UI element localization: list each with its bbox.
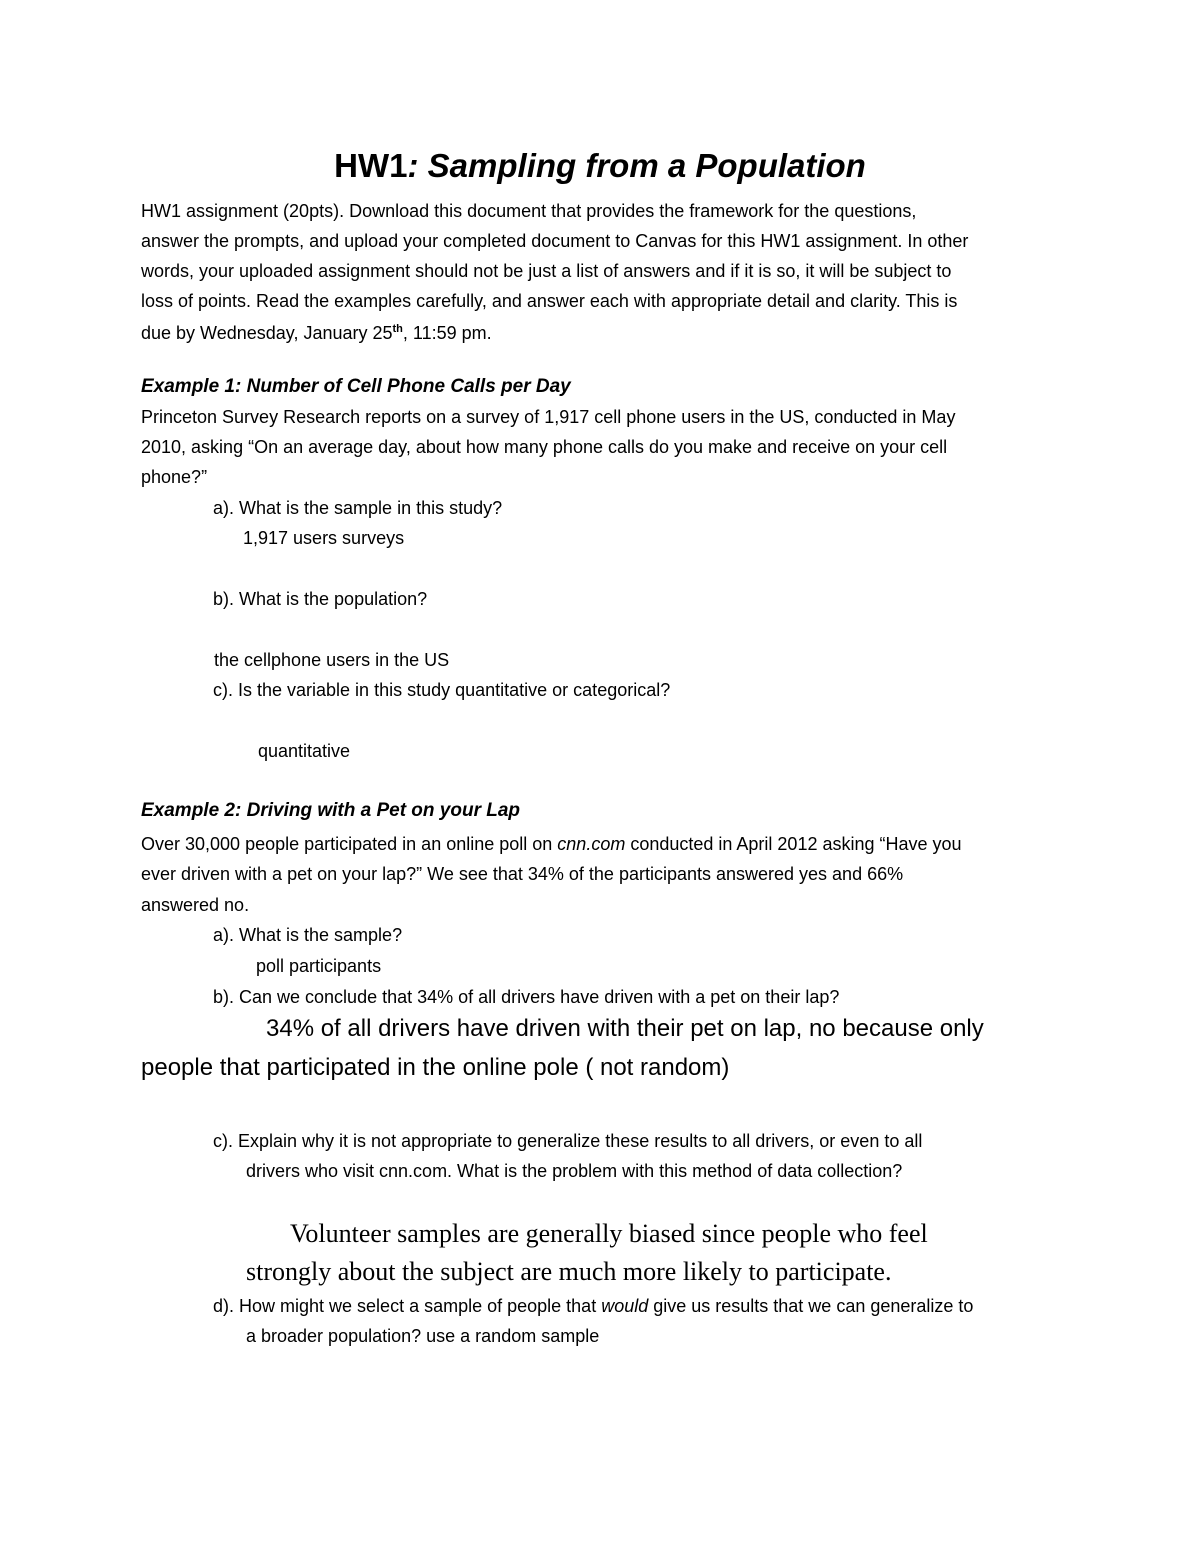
example-2-answer-b-line-1: 34% of all drivers have driven with their pet on lap, no because only [266,1015,984,1042]
example-2-question-d-line-1 [213,1291,973,1321]
intro-line-1: HW1 assignment (20pts). Download this document that provides the framework for the questions, [141,201,917,221]
due-time-text: , 11:59 pm. [402,323,492,343]
example-2-question-c-line-2: drivers who visit cnn.com. What is the problem with this method of data collection? [246,1161,903,1181]
example-2-line-3: answered no. [141,895,250,915]
example-1-answer-a: 1,917 users surveys [243,528,405,548]
example-2-line-1 [141,829,962,859]
example-1-question-c: c). Is the variable in this study quantitative or categorical? [213,680,671,700]
question-d-emphasis: would [601,1296,649,1316]
question-d-end: give us results that we can generalize to [648,1296,974,1316]
example-1-answer-c: quantitative [258,741,351,761]
example-2-answer-b-line-2: people that participated in the online pole ( not random) [141,1054,730,1081]
example-1-line-1: Princeton Survey Research reports on a survey of 1,917 cell phone users in the US, conducted in May [141,407,956,427]
example-2-answer-c-line-2: strongly about the subject are much more likely to participate. [246,1257,892,1286]
intro-line-2: answer the prompts, and upload your completed document to Canvas for this HW1 assignment. In other [141,231,969,251]
example-2-heading: Example 2: Driving with a Pet on your Lap [141,800,521,821]
example-2-question-d-line-2: a broader population? use a random sample [246,1326,600,1346]
example-2-question-a: a). What is the sample? [213,925,403,945]
title-colon: : [407,147,419,184]
due-date-text: due by Wednesday, January 25 [141,323,393,343]
example-1-question-b: b). What is the population? [213,589,428,609]
intro-line-4: loss of points. Read the examples carefully, and answer each with appropriate detail and clarity. This is [141,291,958,311]
example-2-answer-a: poll participants [256,956,382,976]
example-2-line-2: ever driven with a pet on your lap?” We see that 34% of the participants answered yes and 66% [141,864,904,884]
title-prefix: HW1 [334,147,408,184]
example-2-question-c-line-1: c). Explain why it is not appropriate to generalize these results to all drivers, or even to all [213,1131,923,1151]
cnn-link-text: cnn.com [557,834,626,854]
example-2-line-1-start: Over 30,000 people participated in an online poll on [141,834,558,854]
example-1-line-2: 2010, asking “On an average day, about how many phone calls do you make and receive on your cell [141,437,948,457]
example-1-line-3: phone?” [141,467,208,487]
example-1-question-a: a). What is the sample in this study? [213,498,503,518]
intro-line-3: words, your uploaded assignment should not be just a list of answers and if it is so, it will be subject to [141,261,952,281]
example-2-answer-c-line-1: Volunteer samples are generally biased since people who feel [290,1219,928,1248]
example-2-line-1-end: conducted in April 2012 asking “Have you [625,834,962,854]
title-italic: Sampling from a Population [427,147,866,184]
example-1-answer-b: the cellphone users in the US [214,650,450,670]
page-title [0,146,1200,186]
question-d-start: d). How might we select a sample of people that [213,1296,602,1316]
intro-line-5 [141,318,492,348]
example-2-question-b: b). Can we conclude that 34% of all drivers have driven with a pet on their lap? [213,987,840,1007]
example-1-heading: Example 1: Number of Cell Phone Calls per Day [141,376,571,397]
due-date-ordinal: th [392,323,403,335]
